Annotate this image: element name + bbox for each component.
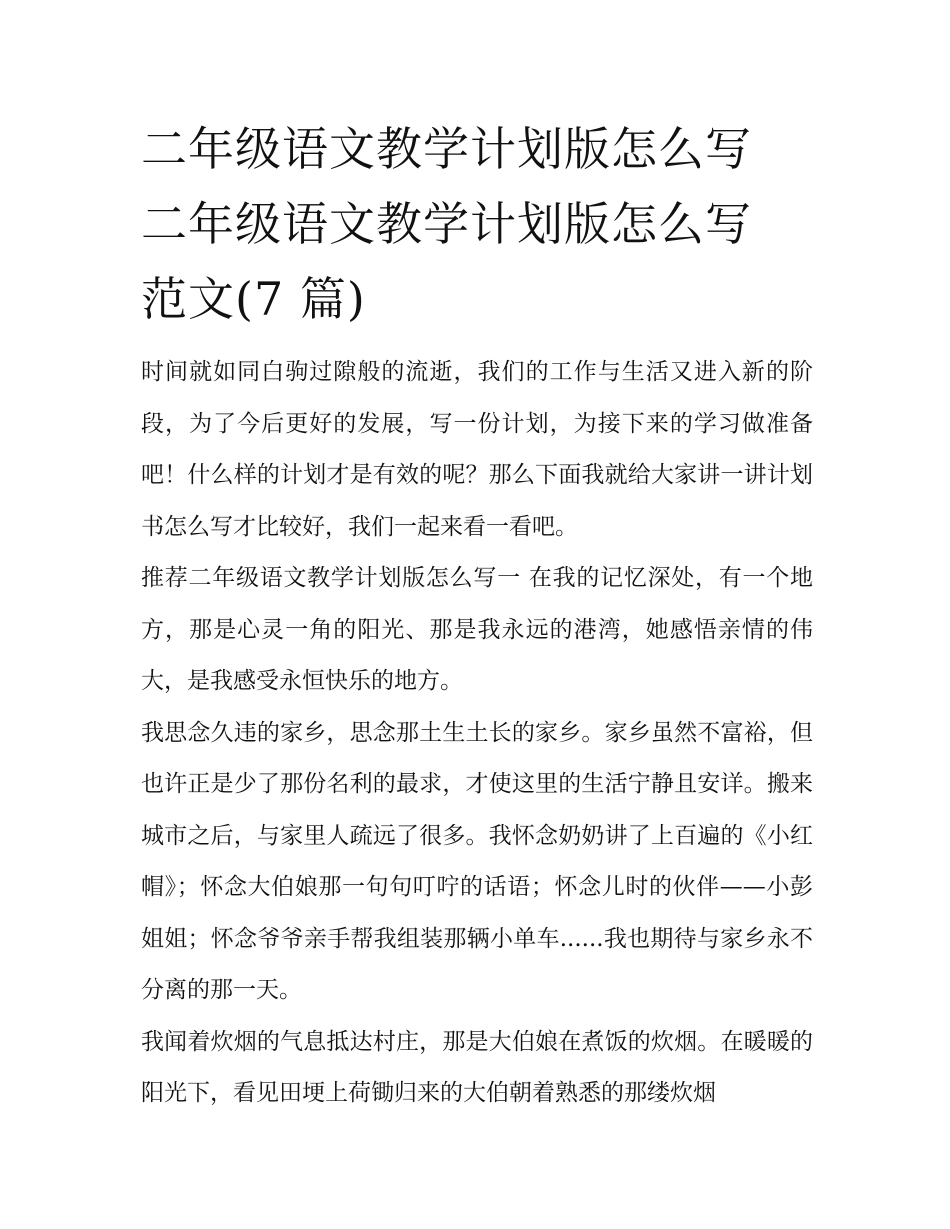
paragraph-smoke: 我闻着炊烟的气息抵达村庄，那是大伯娘在煮饭的炊烟。在暖暖的阳光下，看见田埂上荷锄归来的大伯朝着熟悉的那缕炊烟 [141,1028,813,1106]
paragraph-recommend: 推荐二年级语文教学计划版怎么写一 在我的记忆深处，有一个地方，那是心灵一角的阳光、那是我永远的港湾，她感悟亲情的伟大，是我感受永恒快乐的地方。 [141,565,813,694]
document-body [141,347,813,1120]
paragraph-hometown: 我思念久违的家乡，思念那土生土长的家乡。家乡虽然不富裕，但也许正是少了那份名利的最求，才使这里的生活宁静且安详。搬来城市之后，与家里人疏远了很多。我怀念奶奶讲了上百遍的《小红帽》；怀念大伯娘那一句句叮咛的话语；怀念儿时的伙伴——小彭姐姐；怀念爷爷亲手帮我组装那辆小单车......我也期待与家乡永不分离的那一天。 [141,719,813,1003]
title-line-2: 二年级语文教学计划版怎么写 [141,197,752,251]
title-line-3: 范文(7 篇) [141,272,366,326]
document-page [141,112,813,1120]
paragraph-intro: 时间就如同白驹过隙般的流逝，我们的工作与生活又进入新的阶段，为了今后更好的发展，写一份计划，为接下来的学习做准备吧！什么样的计划才是有效的呢？那么下面我就给大家讲一讲计划书怎么写才比较好，我们一起来看一看吧。 [141,359,813,540]
document-title [141,112,813,337]
title-line-1: 二年级语文教学计划版怎么写 [141,122,752,176]
